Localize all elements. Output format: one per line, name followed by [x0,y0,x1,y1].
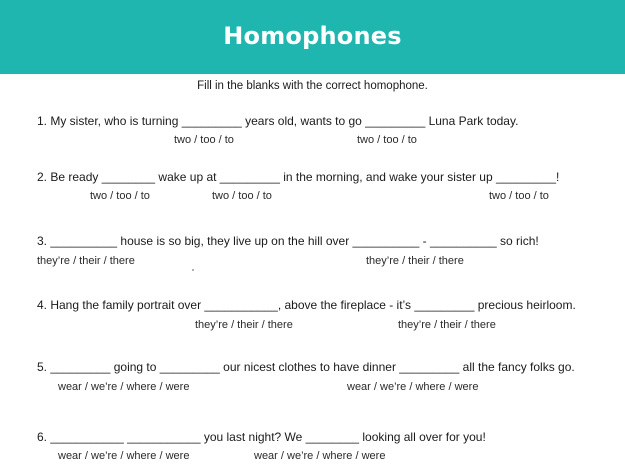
instructions-text: Fill in the blanks with the correct homophone. [197,80,428,92]
question-5: 5. _________ going to _________ our nicest clothes to have dinner _________ all the fancy folks go. [37,360,575,374]
question-1: 1. My sister, who is turning _________ years old, wants to go _________ Luna Park today. [37,114,519,128]
page-title: Homophones [223,22,402,50]
stray-dot [192,269,194,271]
question-2-options-b: two / too / to [212,190,272,202]
question-2-options-c: two / too / to [489,190,549,202]
question-1-options-a: two / too / to [174,134,234,146]
question-6: 6. ___________ ___________ you last night? We ________ looking all over for you! [37,430,486,444]
question-2: 2. Be ready ________ wake up at _________ in the morning, and wake your sister up _________! [37,170,560,184]
question-4: 4. Hang the family portrait over ___________, above the fireplace - it’s _________ precious heirloom. [37,298,576,312]
question-3-options-a: they’re / their / there [37,255,135,267]
question-6-options-a: wear / we’re / where / were [58,450,190,462]
question-5-options-a: wear / we’re / where / were [58,381,190,393]
question-4-options-b: they’re / their / there [398,319,496,331]
question-3-options-b: they’re / their / there [366,255,464,267]
question-5-options-b: wear / we’re / where / were [347,381,479,393]
question-1-options-b: two / too / to [357,134,417,146]
question-4-options-a: they’re / their / there [195,319,293,331]
question-6-options-b: wear / we’re / where / were [254,450,386,462]
question-3: 3. __________ house is so big, they live up on the hill over __________ - __________ so rich! [37,234,539,248]
question-2-options-a: two / too / to [90,190,150,202]
